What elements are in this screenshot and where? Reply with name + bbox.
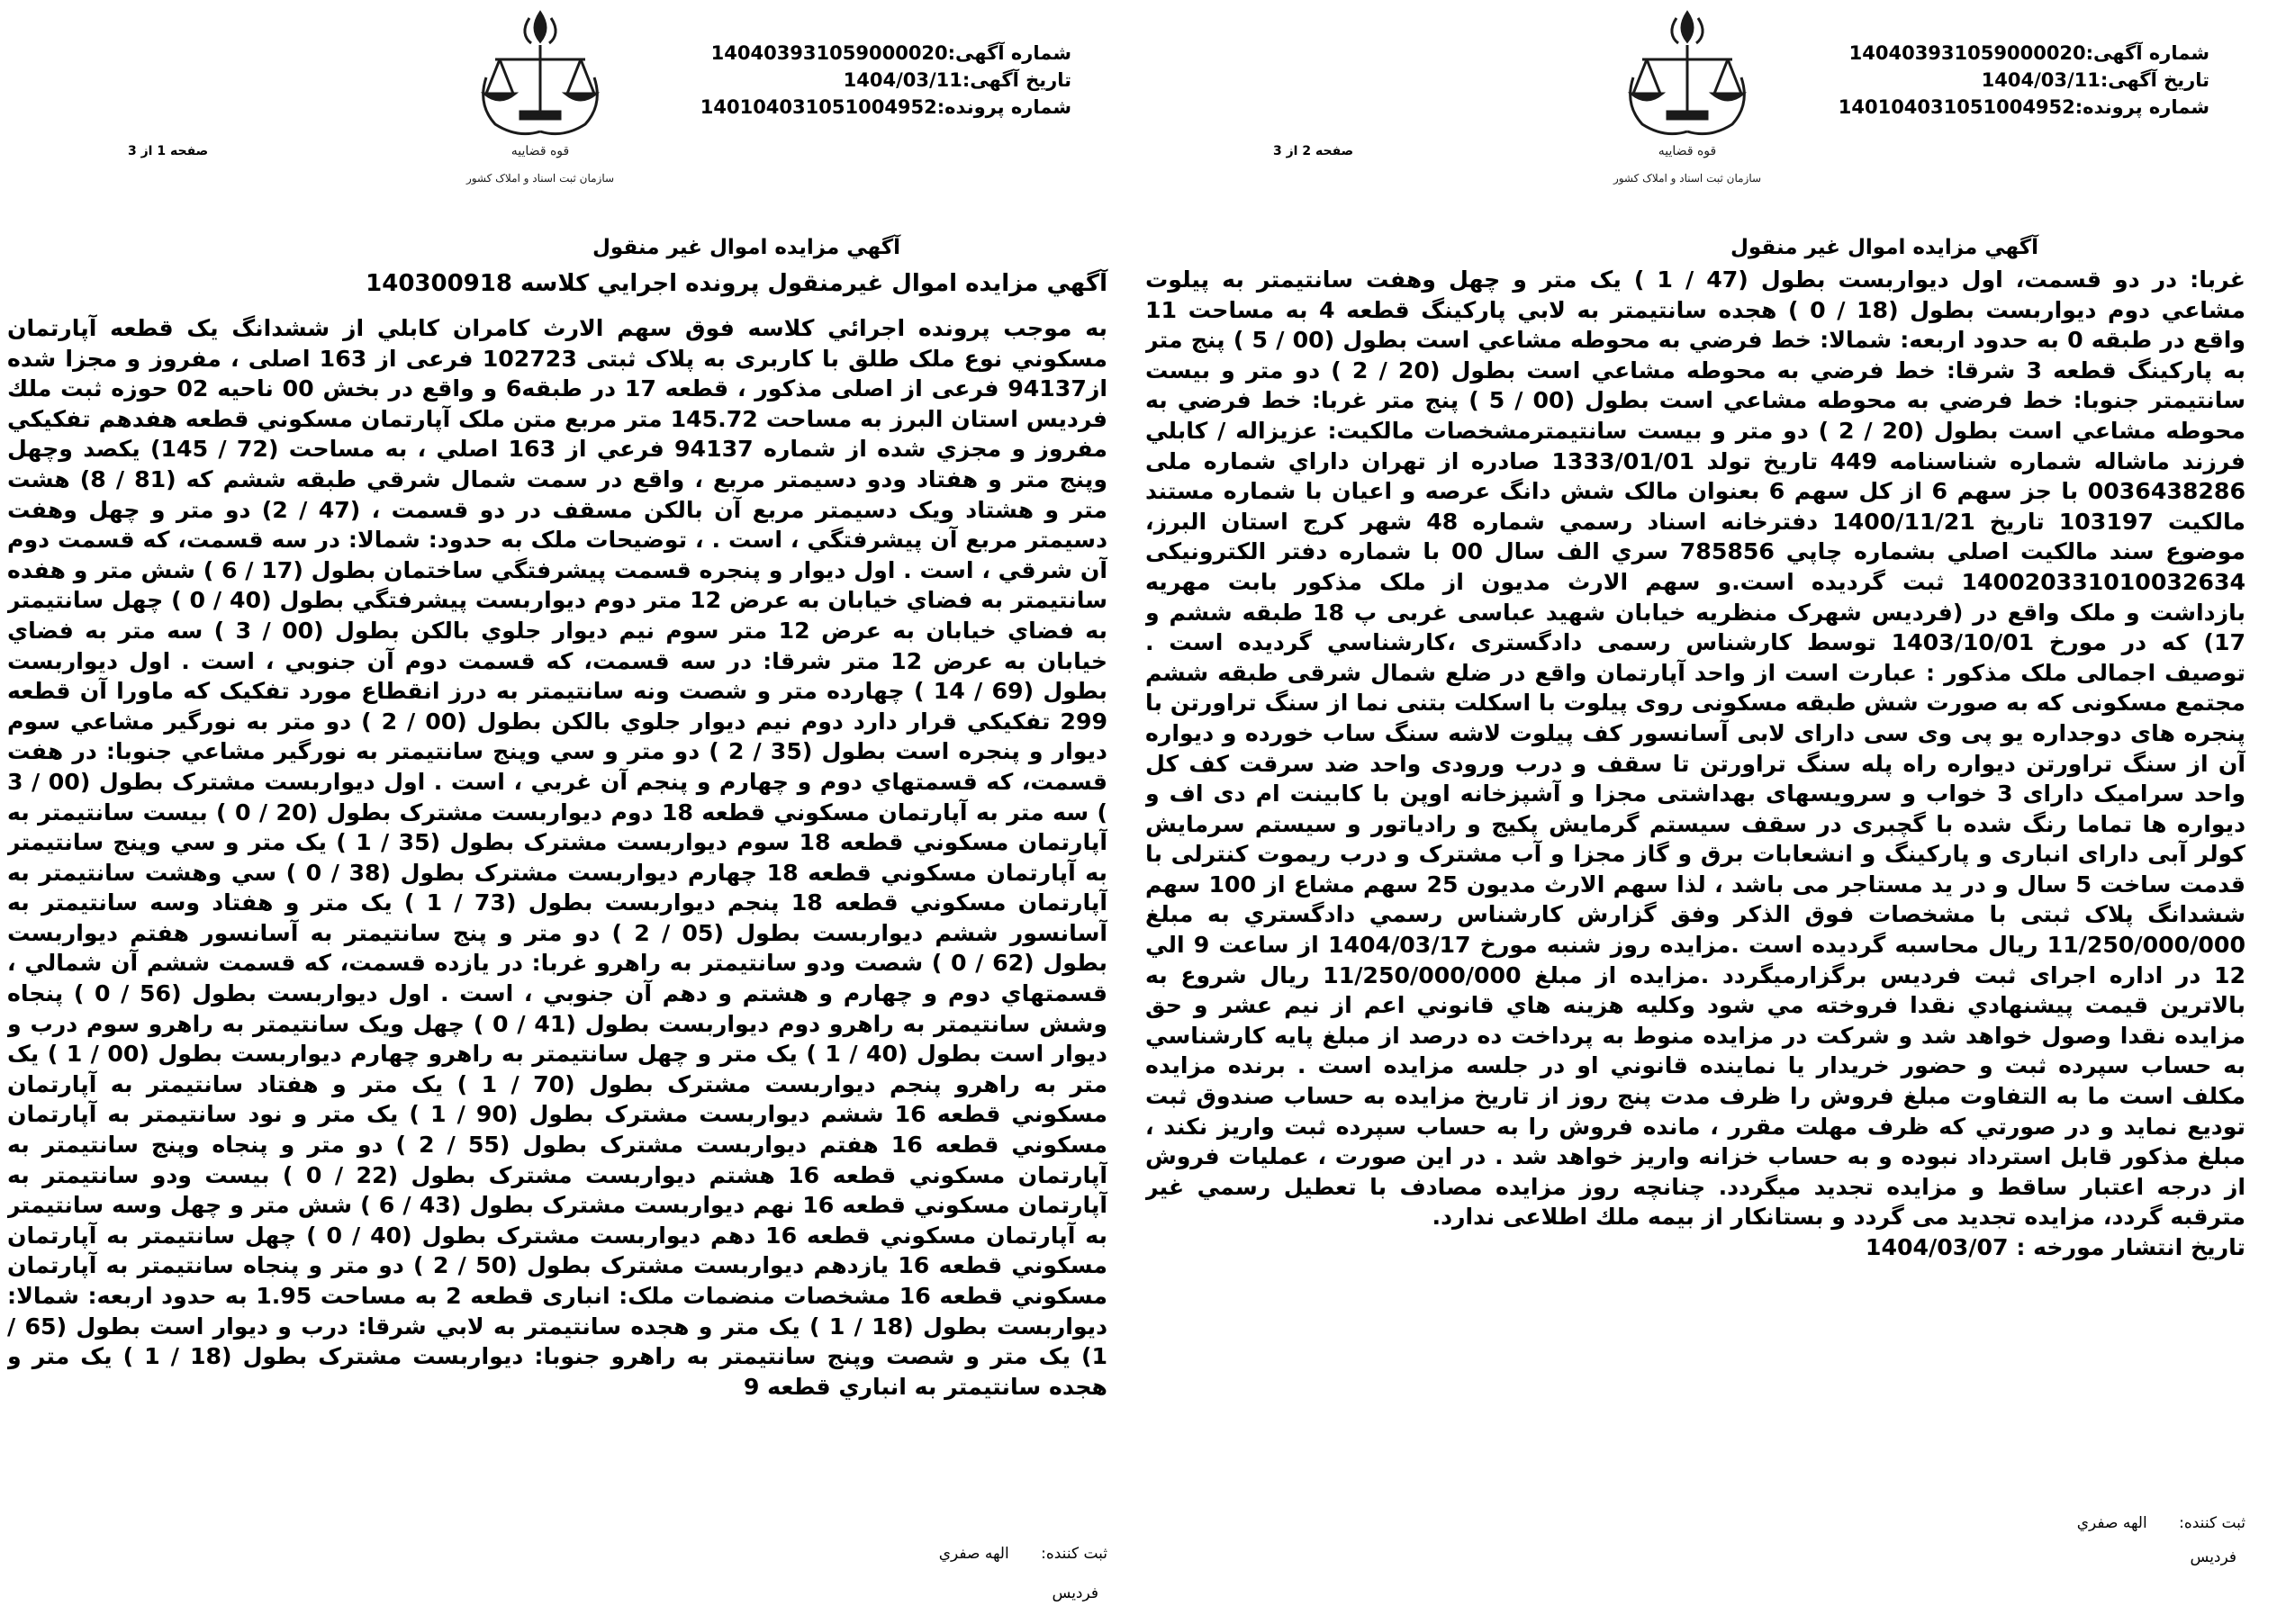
case-number-label: شماره پرونده: <box>2074 96 2209 118</box>
signer-label: ثبت کننده: <box>1041 1545 1107 1563</box>
notice-page-2 <box>1138 0 2263 1624</box>
notice-body: به موجب پرونده اجرائي كلاسه فوق سهم الارث كامران كابلي از ششدانگ يک قطعه آپارتمان مسكوني نوع ملک طلق با كاربری به پلاک ثبتی 102723 فرعی از 163 اصلی ، مفروز و مجزا شده از94137 فرعی از اصلی مذکور ، قطعه 17 در طبقه6 و واقع در بخش 00 ناحيه 02 حوزه ثبت ملك فرديس استان البرز به مساحت 145.72 متر مربع متن ملک آپارتمان مسكوني قطعه هفدهم تفکيکي مفروز و مجزي شده از شماره 94137 فرعي از 163 اصلي ، به مساحت (72 / 145) يكصد وچهل وپنج متر و هفتاد ودو دسيمتر مربع ، واقع در سمت شمال شرقي طبقه ششم كه (81 / 8) هشت متر و هشتاد ويک دسيمتر مربع آن بالكن مسقف در دو قسمت ، (47 / 2) دو متر و چهل وهفت دسيمتر مربع آن پيشرفتگي ، است . ، توضيحات ملک به حدود: شمالا: در سه قسمت، كه قسمت دوم آن شرقي ، است . اول ديوار و پنجره قسمت پيشرفتگي ساختمان بطول (17 / 6 ) شش متر و هفده سانتيمتر به فضاي خيابان به عرض 12 متر دوم ديواربست پيشرفتگي بطول (40 / 0 ) چهل سانتيمتر به فضاي خيابان به عرض 12 متر سوم نيم ديوار جلوي بالكن بطول (00 / 3 ) سه متر به فضاي خيابان به عرض 12 متر شرقا: در سه قسمت، كه قسمت دوم آن جنوبي ، است . اول ديواربست بطول (69 / 14 ) چهارده متر و شصت ونه سانتيمتر به درز انقطاع مورد تفکيک كه ماورا آن قطعه 299 تفکيکي قرار دارد دوم نيم ديوار جلوي بالكن بطول (00 / 2 ) دو متر به نورگير مشاعي سوم ديوار و پنجره است بطول (35 / 2 ) دو متر و سي وپنج سانتيمتر به نورگير مشاعي جنوبا: در هفت قسمت، كه قسمتهاي دوم و چهارم و پنجم آن غربي ، است . اول ديواربست مشترک بطول (00 / 3 ) سه متر به آپارتمان مسكوني قطعه 18 دوم ديواربست مشترک بطول (20 / 0 ) بيست سانتيمتر به آپارتمان مسكوني قطعه 18 سوم ديواربست مشترک بطول (35 / 1 ) يک متر و سي وپنج سانتيمتر به آپارتمان مسكوني قطعه 18 چهارم ديواربست مشترک بطول (38 / 0 ) سي وهشت سانتيمتر به آپارتمان مسكوني قطعه 18 پنجم ديواربست بطول (73 / 1 ) يک متر و هفتاد وسه سانتيمتر به آسانسور ششم ديواربست بطول (05 / 2 ) دو متر و پنج سانتيمتر به آسانسور هفتم ديواربست بطول (62 / 0 ) شصت ودو سانتيمتر به راهرو غربا: در يازده قسمت، كه قسمت ششم آن شمالي ، قسمتهاي دوم و چهارم و هشتم و دهم آن جنوبي ، است . اول ديواربست بطول (56 / 0 ) پنجاه وشش سانتيمتر به راهرو دوم ديواربست بطول (41 / 0 ) چهل ويک سانتيمتر به راهرو سوم درب و ديوار است بطول (40 / 1 ) يک متر و چهل سانتيمتر به راهرو چهارم ديواربست بطول (00 / 1 ) يک متر به راهرو پنجم ديواربست مشترک بطول (70 / 1 ) يک متر و هفتاد سانتيمتر به آپارتمان مسكوني قطعه 16 ششم ديواربست مشترک بطول (90 / 1 ) يک متر و نود سانتيمتر به آپارتمان مسكوني قطعه 16 هفتم ديواربست مشترک بطول (55 / 2 ) دو متر و پنجاه وپنج سانتيمتر به آپارتمان مسكوني قطعه 16 هشتم ديواربست مشترک بطول (22 / 0 ) بيست ودو سانتيمتر به آپارتمان مسكوني قطعه 16 نهم ديواربست مشترک بطول (43 / 6 ) شش متر و چهل وسه سانتيمتر به آپارتمان مسكوني قطعه 16 دهم ديواربست مشترک بطول (40 / 0 ) چهل سانتيمتر به آپارتمان مسكوني قطعه 16 يازدهم ديواربست مشترک بطول (50 / 2 ) دو متر و پنجاه سانتيمتر به آپارتمان مسكوني قطعه 16 مشخصات منضمات ملک: انباری قطعه 2 به مساحت 1.95 به حدود اربعه: شمالا: ديواربست بطول (18 / 1 ) يک متر و هجده سانتيمتر به لابي شرقا: درب و ديوار است بطول (65 / 1) يک متر و شصت وپنج سانتيمتر به راهرو جنوبا: ديواربست مشترک بطول (18 / 1 ) يک متر و هجده سانتيمتر به انباري قطعه 9 <box>7 315 1107 1400</box>
notice-title: آگهي مزايده اموال غير منقول <box>592 236 900 259</box>
ad-date: 1404/03/11 <box>843 69 962 91</box>
case-number: 140104031051004952 <box>1838 96 2075 118</box>
emblem-caption: قوه قضاییه <box>511 144 570 158</box>
publish-label: تاريخ انتشار مورخه : <box>2016 1234 2245 1260</box>
emblem-org-caption: سازمان ثبت اسناد و املاک کشور <box>1613 172 1762 185</box>
ad-number-label: شماره آگهی: <box>947 42 1071 64</box>
notice-title: آگهي مزايده اموال غير منقول <box>1730 236 2038 259</box>
publish-line <box>1145 1232 2245 1263</box>
signer <box>2077 1514 2245 1532</box>
signer-name: الهه صفري <box>938 1545 1009 1563</box>
notice-page-1 <box>0 0 1125 1624</box>
emblem-org-caption: سازمان ثبت اسناد و املاک کشور <box>465 172 615 185</box>
judiciary-emblem-icon <box>459 5 621 194</box>
ad-date-label: تاریخ آگهی: <box>2100 69 2209 91</box>
case-number: 140104031051004952 <box>700 96 937 118</box>
publish-date: 1404/03/07 <box>1865 1234 2009 1260</box>
signer <box>939 1545 1107 1563</box>
notice-subtitle: آگهي مزايده اموال غيرمنقول پرونده اجرايي كلاسه 140300918 <box>366 270 1107 297</box>
judiciary-emblem-icon <box>1606 5 1768 194</box>
notice-body-text: غربا: در دو قسمت، اول ديواربست بطول (47 / 1 ) يک متر و چهل وهفت سانتيمتر به پيلوت مشاعي دوم ديواربست بطول (18 / 0 ) هجده سانتيمتر به لابي پاركينگ قطعه 4 به مساحت 11 واقع در طبقه 0 به حدود اربعه: شمالا: خط فرضي به محوطه مشاعي است بطول (00 / 5 ) پنج متر به پاركينگ قطعه 3 شرقا: خط فرضي به محوطه مشاعي است بطول (20 / 2 ) دو متر و بيست سانتيمتر جنوبا: خط فرضي به محوطه مشاعي است بطول (00 / 5 ) پنج متر غربا: خط فرضي به محوطه مشاعي است بطول (20 / 2 ) دو متر و بيست سانتيمترمشخصات مالكيت: عزيزاله / كابلي فرزند ماشاله شماره شناسنامه 449 تاريخ تولد 1333/01/01 صادره از تهران داراي شماره ملی 0036438286 با جز سهم 6 از کل سهم 6 بعنوان مالک شش دانگ عرصه و اعيان با شماره مستند مالکيت 103197 تاريخ 1400/11/21 دفترخانه اسناد رسمي شماره 48 شهر کرج استان البرز، موضوع سند مالکيت اصلي بشماره چاپي 785856 سري الف سال 00 با شماره دفتر الکترونيکی 140020331010032634 ثبت گرديده است.و سهم الارث مديون از ملک مذکور بابت مهريه بازداشت و ملک واقع در (فرديس شهرک منظريه خيابان شهيد عباسی غربی پ 18 طبقه ششم و 17) كه در مورخ 1403/10/01 توسط کارشناس رسمی دادگستری ،كارشناسي گرديده است . توصيف اجمالی ملک مذکور : عبارت است از واحد آپارتمان واقع در ضلع شمال شرقی طبقه ششم مجتمع مسکونی که به صورت شش طبقه مسکونی روی پيلوت با اسکلت بتنی نما از سنگ تراورتن با پنجره های دوجداره يو پی وی سی دارای لابی آسانسور کف پيلوت لاشه سنگ ساب خورده و ديواره آن از سنگ تراورتن ديواره راه پله سنگ تراورتن تا سقف و درب ورودی واحد ضد سرقت کف کل واحد سراميک دارای 3 خواب و سرويسهای بهداشتی مجزا و آشپزخانه اوپن با کابينت ام دی اف و ديواره ها تماما رنگ شده با گچبری در سقف سيستم گرمايش پکيج و رادياتور و سيستم سرمايش کولر آبی دارای انباری و پارکينگ و انشعابات برق و گاز مجزا و آب مشترک و درب ريموت کنترلی با قدمت ساخت 5 سال و در يد مستاجر می باشد ، لذا سهم الارث مديون 25 سهم مشاع از 100 سهم ششدانگ پلاک ثبتی با مشخصات فوق الذکر وفق گزارش کارشناس رسمي دادگستري به مبلغ 11/250/000/000 ريال محاسبه گرديده است .مزايده روز شنبه مورخ 1404/03/17 از ساعت 9 الي 12 در اداره اجرای ثبت فرديس برگزارميگردد .مزايده از مبلغ 11/250/000/000 ريال شروع به بالاترين قيمت پيشنهادي نقدا فروخته مي شود وكليه هزينه هاي قانوني اعم از نيم عشر و حق مزايده نقدا وصول خواهد شد و شركت در مزايده منوط به پرداخت ده درصد از مبلغ پايه كارشناسي به حساب سپرده ثبت و حضور خريدار يا نماينده قانوني او در جلسه مزايده است . برنده مزايده مكلف است ما به التفاوت مبلغ فروش را ظرف مدت پنج روز از تاريخ مزايده به حساب صندوق ثبت توديع نمايد و در صورتي كه ظرف مهلت مقرر ، مانده فروش را به حساب سپرده ثبت واريز نكند ، مبلغ مذكور قابل استرداد نبوده و به حساب خزانه واريز خواهد شد . در اين صورت ، عمليات فروش از درجه اعتبار ساقط و مزايده تجديد ميگردد. چنانچه روز مزايده مصادف با تعطيل رسمي غير مترقبه گردد، مزايده تجديد مى گردد و بستانكار از بيمه ملك اطلاعى ندارد. <box>1145 266 2245 1231</box>
page-number: صفحه 2 از 3 <box>1273 144 1354 158</box>
registry-office: فرديس <box>1052 1584 1098 1602</box>
signer-label: ثبت کننده: <box>2179 1514 2245 1532</box>
emblem-caption: قوه قضاییه <box>1658 144 1717 158</box>
ad-number: 140403931059000020 <box>1848 42 2086 64</box>
ad-date: 1404/03/11 <box>1981 69 2101 91</box>
page-number: صفحه 1 از 3 <box>128 144 209 158</box>
case-number-label: شماره پرونده: <box>936 96 1071 118</box>
signer-name: الهه صفري <box>2076 1514 2147 1532</box>
notice-body <box>1145 265 2245 1489</box>
ad-number-label: شماره آگهی: <box>2085 42 2209 64</box>
notice-meta <box>1839 40 2209 121</box>
registry-office: فرديس <box>2190 1548 2236 1566</box>
ad-number: 140403931059000020 <box>710 42 948 64</box>
notice-meta <box>700 40 1071 121</box>
ad-date-label: تاریخ آگهی: <box>962 69 1071 91</box>
